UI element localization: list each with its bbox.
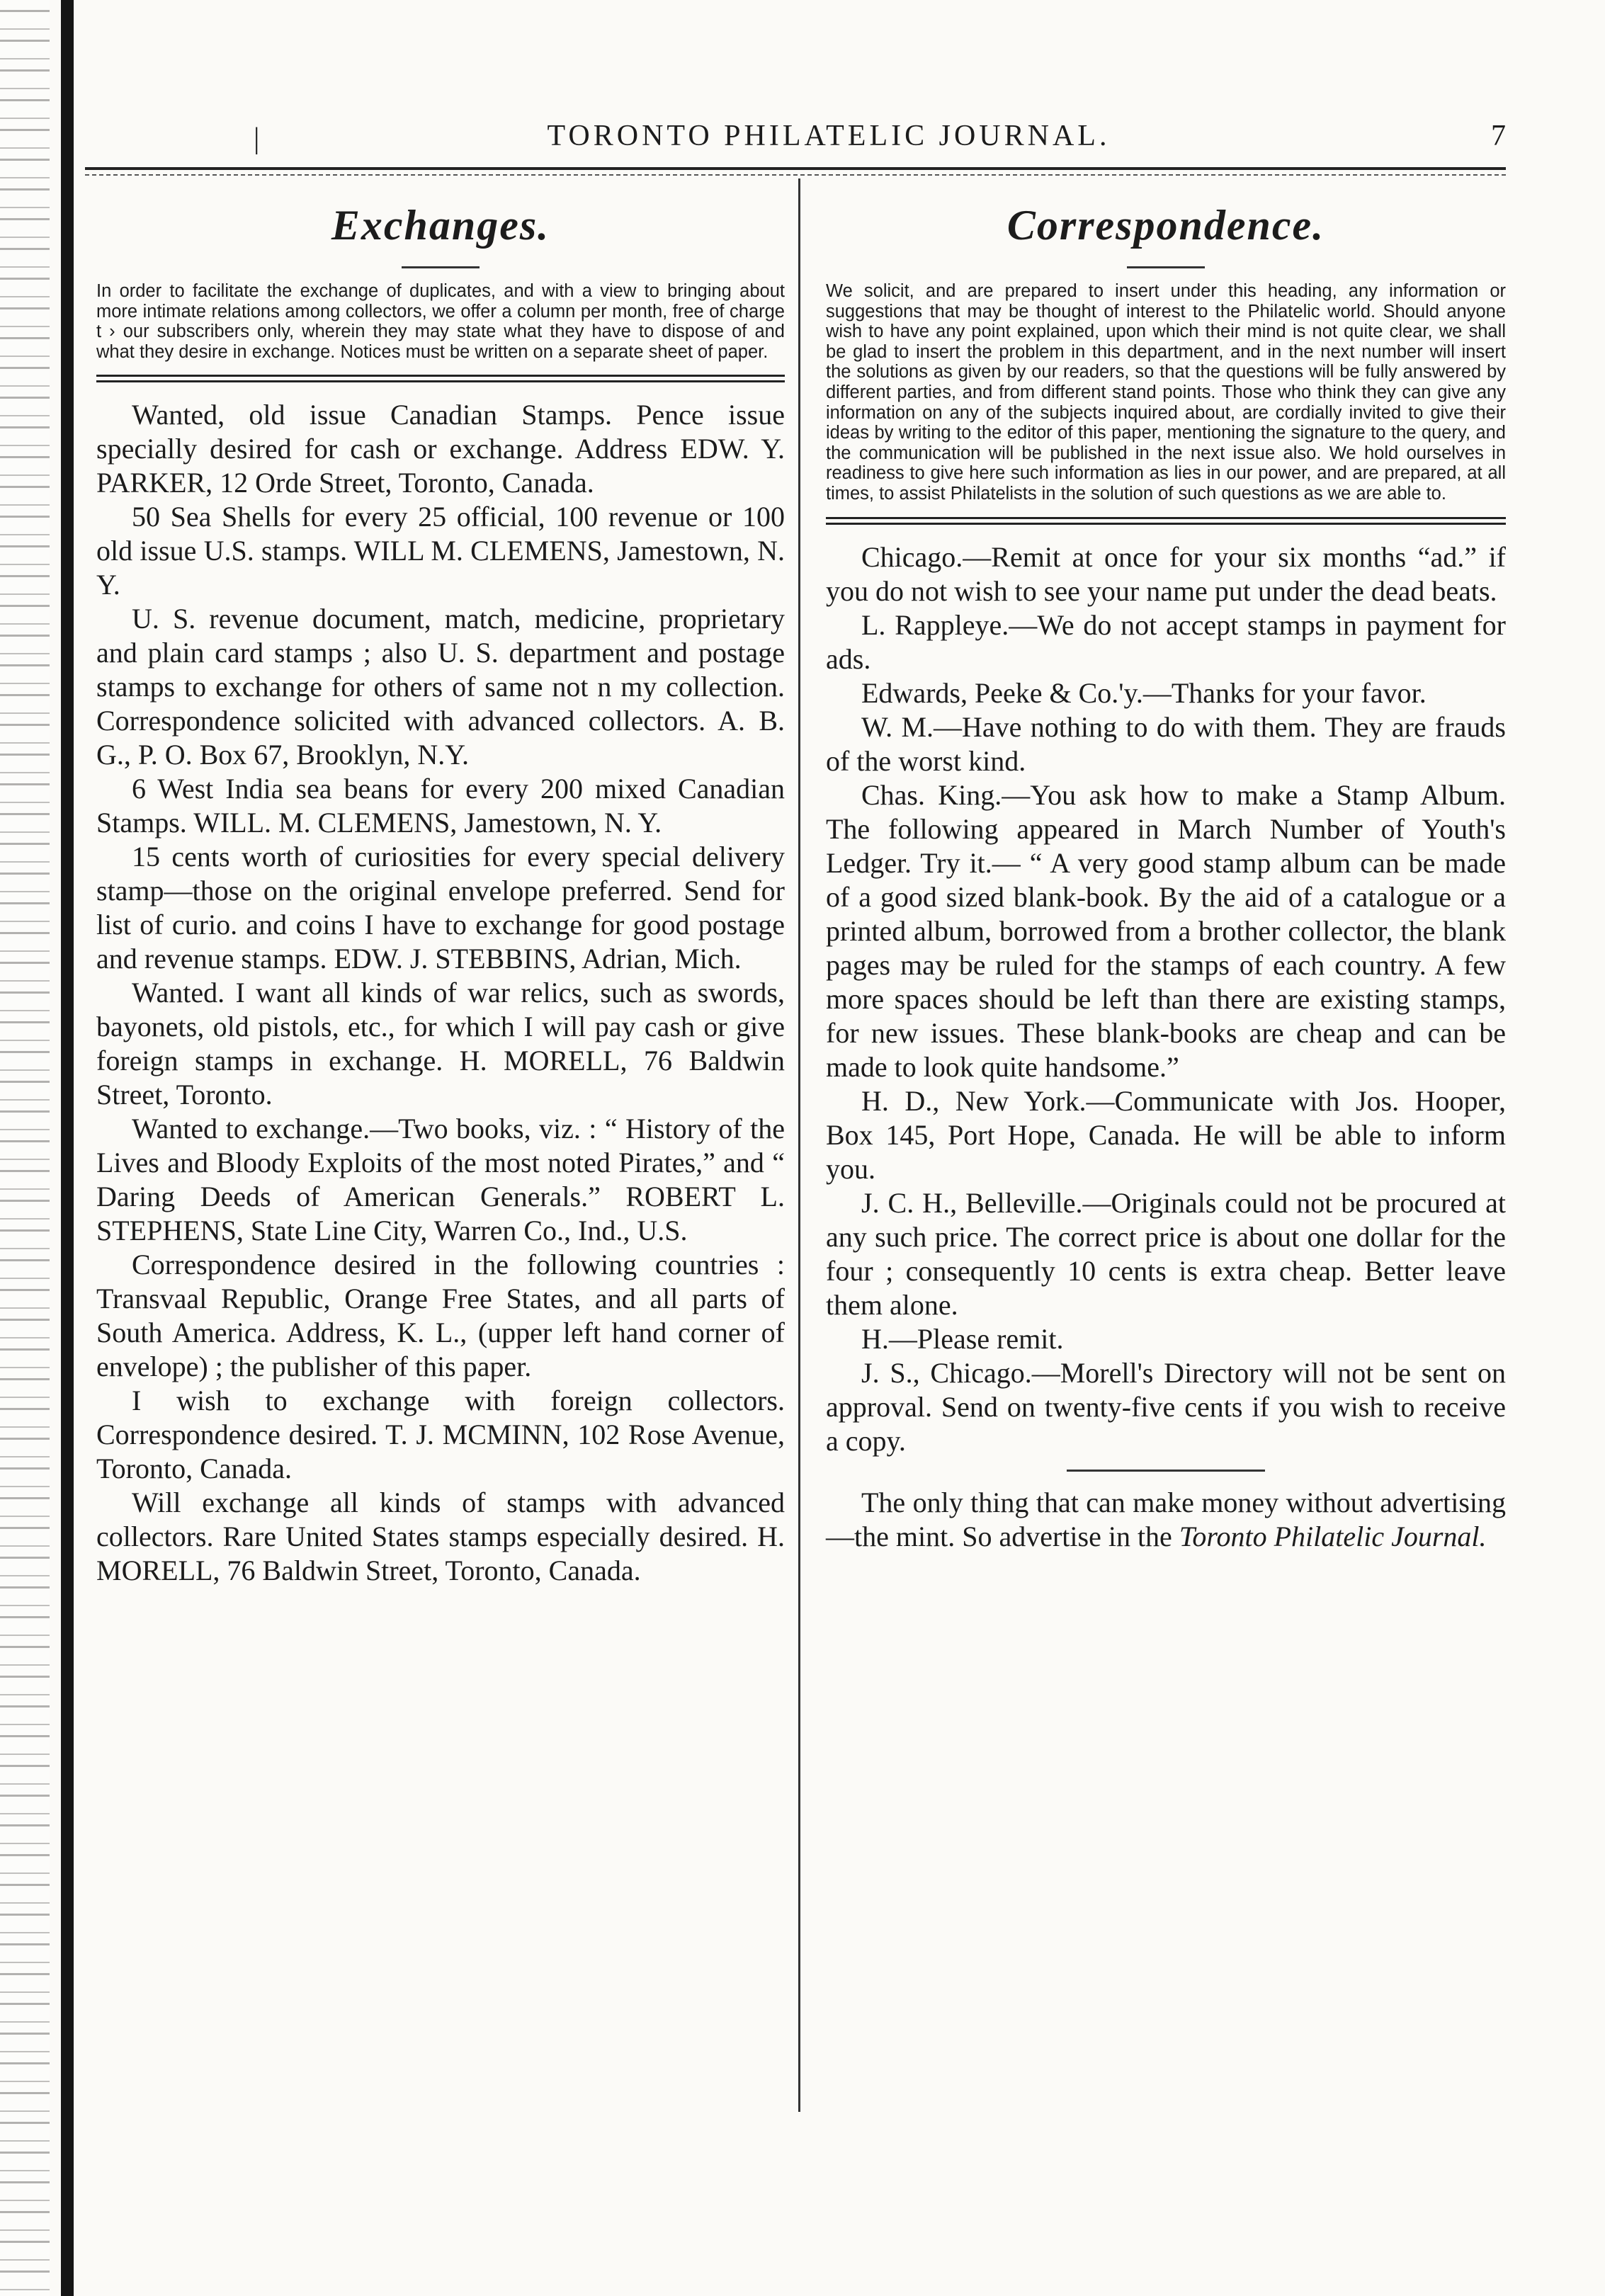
advertise-journal-name: Toronto Philatelic Journal. (1179, 1520, 1487, 1552)
correspondence-entry: J. C. H., Belleville.—Originals could not be procured at any such price. The correct price is about one dollar for the four ; consequently 10 cents is extra cheap. Better leave them alone. (826, 1186, 1506, 1321)
binding-rule (61, 0, 74, 2296)
correspondence-title-rule (1127, 266, 1205, 268)
exchanges-title-rule (402, 266, 480, 268)
header-dashed-rule (85, 174, 1506, 176)
journal-name: TORONTO PHILATELIC JOURNAL. (547, 120, 1111, 152)
correspondence-entry: W. M.—Have nothing to do with them. They are frauds of the worst kind. (826, 710, 1506, 777)
exchange-entry: Will exchange all kinds of stamps with advanced collectors. Rare United States stamps especially desired. H. MORELL, 76 Baldwin Street, Toronto, Canada. (96, 1487, 785, 1587)
exchange-entry: Wanted to exchange.—Two books, viz. : “ History of the Lives and Bloody Exploits of the most noted Pirates,” and “ Daring Deeds of American Generals.” ROBERT L. STEPHENS, State Line City, Warren Co., Ind., U.S. (96, 1113, 785, 1247)
column-divider (798, 178, 800, 2112)
exchanges-intro: In order to facilitate the exchange of duplicates, and with a view to bringing about more intimate relations among collectors, we offer a column per month, free of charge t › our subscribers only, wherein they may state what they have to dispose of and what they desire in exchange. Notices must be written on a separate sheet of paper. (96, 281, 785, 362)
correspondence-column (826, 186, 1506, 1554)
exchange-entry: I wish to exchange with foreign collectors. Correspondence desired. T. J. MCMINN, 102 Rose Avenue, Toronto, Canada. (96, 1385, 785, 1485)
advertise-note-text: The only thing that can make money without advertising—the mint. So advertise in the (826, 1486, 1506, 1552)
closing-rule (1067, 1470, 1265, 1472)
correspondence-entry: J. S., Chicago.—Morell's Directory will not be sent on approval. Send on twenty-five cents if you wish to receive a copy. (826, 1356, 1506, 1457)
correspondence-intro: We solicit, and are prepared to insert under this heading, any information or suggestions that may be thought of interest to the Philatelic world. Should anyone wish to have any point explained, upon which their mind is not quite clear, we shall be glad to insert the problem in this department, and in the next number will insert the solutions as given by our readers, so that the questions will be fully answered by different parties, and from different stand points. Those who think they can give any information on any of the subjects inquired about, are cordially invited to give their ideas by writing to the editor of this paper, mentioning the signature to the query, and the communication will be published in the next issue also. We hold ourselves in readiness to give here such information as lies in our power, and are prepared, at all times, to assist Philatelists in the solution of such questions as we are able to. (826, 281, 1506, 504)
correspondence-double-rule (826, 517, 1506, 525)
exchange-entry: 15 cents worth of curiosities for every special delivery stamp—those on the original envelope preferred. Send for list of curio. and coins I have to exchange for good postage and revenue stamps. EDW. J. STEBBINS, Adrian, Mich. (96, 841, 785, 975)
correspondence-entry: Edwards, Peeke & Co.'y.—Thanks for your favor. (861, 676, 1427, 709)
header-rule (85, 167, 1506, 170)
correspondence-entry: H.—Please remit. (861, 1322, 1064, 1355)
correspondence-entry: H. D., New York.—Communicate with Jos. Hooper, Box 145, Port Hope, Canada. He will be able to inform you. (826, 1084, 1506, 1185)
correspondence-entry: L. Rappleye.—We do not accept stamps in payment for ads. (826, 608, 1506, 675)
exchange-entry: U. S. revenue document, match, medicine, proprietary and plain card stamps ; also U. S. department and postage stamps to exchange for others of same not n my collection. Correspondence solicited with advanced collectors. A. B. G., P. O. Box 67, Brooklyn, N.Y. (96, 603, 785, 771)
correspondence-entries (826, 540, 1506, 1458)
exchange-entry: Correspondence desired in the following countries : Transvaal Republic, Orange Free States, and all parts of South America. Address, K. L., (upper left hand corner of envelope) ; the publisher of this paper. (96, 1249, 785, 1383)
correspondence-title: Correspondence. (1006, 202, 1325, 249)
exchanges-column (96, 186, 785, 1588)
correspondence-entry: Chicago.—Remit at once for your six months “ad.” if you do not wish to see your name put under the dead beats. (826, 540, 1506, 607)
page-number: 7 (1491, 120, 1506, 152)
exchanges-double-rule (96, 375, 785, 382)
running-header (85, 119, 1506, 161)
exchange-entry: Wanted. I want all kinds of war relics, such as swords, bayonets, old pistols, etc., for which I will pay cash or give foreign stamps in exchange. H. MORELL, 76 Baldwin Street, Toronto. (96, 977, 785, 1111)
exchange-entry: 6 West India sea beans for every 200 mixed Canadian Stamps. WILL. M. CLEMENS, Jamestown, N. Y. (96, 773, 785, 839)
exchange-entry: Wanted, old issue Canadian Stamps. Pence issue specially desired for cash or exchange. Address EDW. Y. PARKER, 12 Orde Street, Toronto, Canada. (96, 399, 785, 499)
correspondence-entry: Chas. King.—You ask how to make a Stamp Album. The following appeared in March Number of Youth's Ledger. Try it.— “ A very good stamp album can be made of a good sized blank-book. By the aid of a catalogue or a printed album, borrowed from a brother collector, the blank pages may be ruled for the stamps of each country. A few more spaces should be left than there are existing stamps, for new issues. These blank-books are cheap and can be made to look quite handsome.” (826, 778, 1506, 1083)
page-binding-edge (0, 0, 50, 2296)
advertise-note (826, 1486, 1506, 1554)
margin-mark: | (254, 123, 263, 155)
exchange-entry: 50 Sea Shells for every 25 official, 100 revenue or 100 old issue U.S. stamps. WILL M. CLEMENS, Jamestown, N. Y. (96, 501, 785, 601)
exchanges-title: Exchanges. (331, 202, 550, 249)
exchanges-entries (96, 398, 785, 1588)
